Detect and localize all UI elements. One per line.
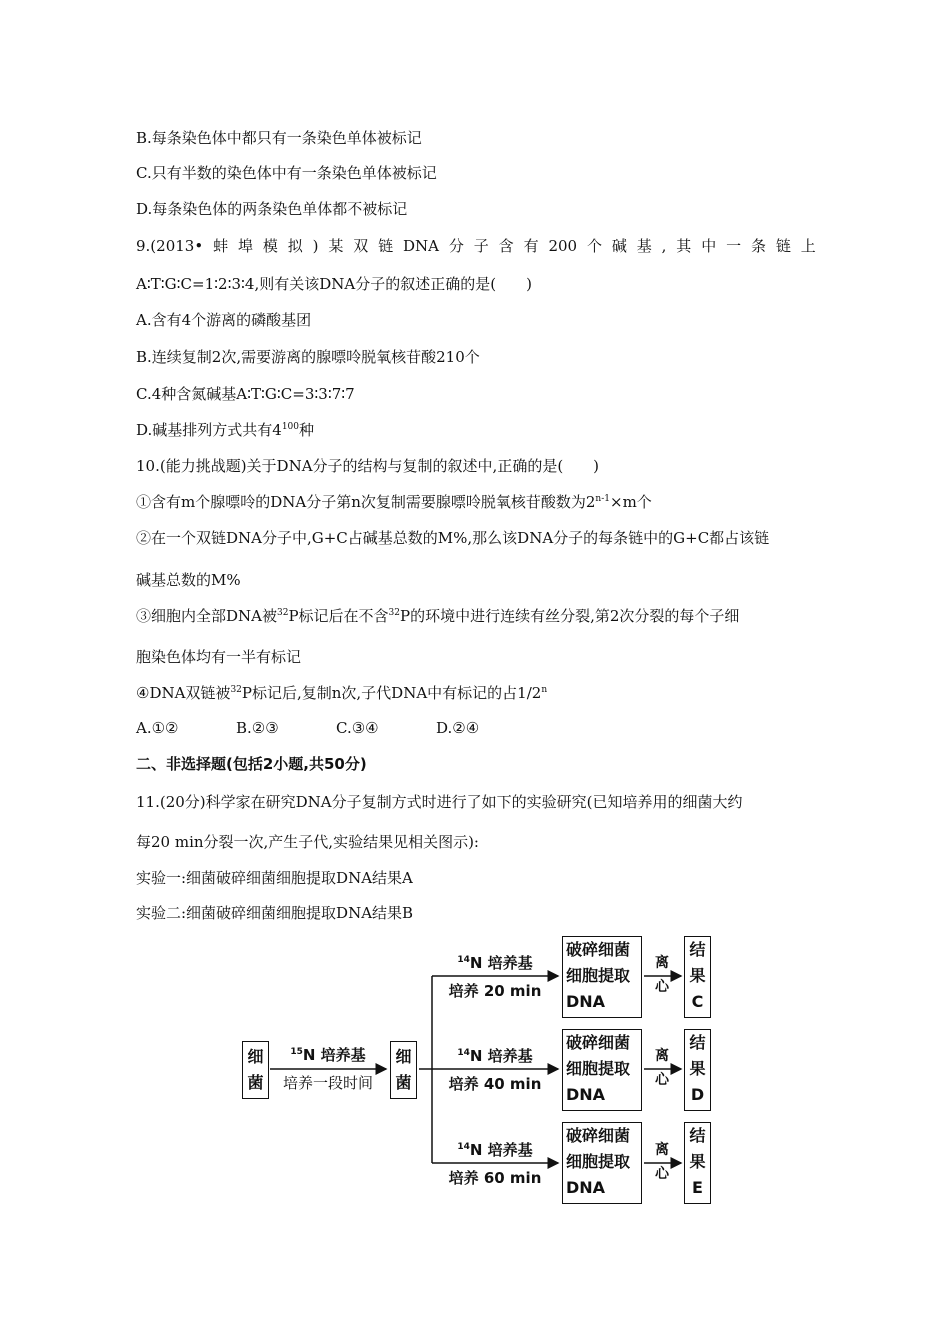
- result-d-char1: 结: [689, 1033, 706, 1052]
- option-b-line: B.每条染色体中都只有一条染色单体被标记: [136, 129, 422, 147]
- q9-stem-token: 9.(2013•: [136, 237, 204, 255]
- branch-2-centrifuge-top: 离: [655, 1048, 669, 1064]
- question-10-statement-1: [136, 492, 652, 512]
- branch-1-centrifuge-top: 离: [655, 955, 669, 971]
- q10-option-b: B.②③: [236, 719, 279, 737]
- branch-3-box-line2: 细胞提取: [566, 1152, 631, 1171]
- start-box-char-1: 细: [247, 1047, 264, 1066]
- n15-superscript: 15: [290, 1047, 303, 1057]
- question-9-option-b: B.连续复制2次,需要游离的腺嘌呤脱氧核苷酸210个: [136, 348, 480, 366]
- branch-1-box-line2: 细胞提取: [566, 966, 631, 985]
- option-c-line: C.只有半数的染色体中有一条染色单体被标记: [136, 164, 437, 182]
- question-10-statement-3a: [136, 606, 739, 626]
- q10-4-text1: ④DNA双链被: [136, 684, 231, 702]
- branch-3-time: 培养 60 min: [448, 1169, 542, 1187]
- q9-stem-token: 条: [750, 237, 766, 255]
- q9-stem-token: 拟: [287, 237, 303, 255]
- q9-stem-token: 模: [262, 237, 278, 255]
- branch-1-medium: [442, 952, 548, 973]
- option-d-line: D.每条染色体的两条染色单体都不被标记: [136, 200, 408, 218]
- q9-stem-token: 链: [775, 237, 791, 255]
- result-e-box: [684, 1122, 711, 1204]
- q9-stem-token: 蚌: [213, 237, 229, 255]
- mid-box-char-1: 细: [395, 1047, 412, 1066]
- branch-3-box-line3: DNA: [566, 1178, 606, 1197]
- branch-1-time: 培养 20 min: [448, 982, 542, 1000]
- question-10-stem: 10.(能力挑战题)关于DNA分子的结构与复制的叙述中,正确的是( ): [136, 457, 600, 475]
- q10-1-exponent: n-1: [595, 494, 610, 504]
- q10-3-text1: ③细胞内全部DNA被: [136, 607, 277, 625]
- branch-2-centrifuge-bottom: 心: [655, 1072, 669, 1088]
- question-10-statement-4: [136, 683, 547, 703]
- q10-1-suffix: ×m个: [610, 493, 652, 511]
- q10-3-text3: P的环境中进行连续有丝分裂,第2次分裂的每个子细: [400, 607, 740, 625]
- experiment-1: 实验一:细菌破碎细菌细胞提取DNA结果A: [136, 869, 413, 887]
- q9-stem-token: 其: [676, 237, 692, 255]
- branch-1-sup: 14: [457, 955, 470, 965]
- q9-stem-token: 埠: [237, 237, 253, 255]
- branch-2-medium: [442, 1045, 548, 1066]
- branch-1-medium-text: N 培养基: [469, 954, 533, 972]
- q10-4-text2: P标记后,复制n次,子代DNA中有标记的占1/2: [241, 684, 542, 702]
- q9-stem-token: 子: [473, 237, 489, 255]
- q9-d-exponent: 100: [281, 422, 299, 432]
- question-10-statement-2b: 碱基总数的M%: [136, 571, 241, 589]
- branch-2-extract-box: [562, 1029, 642, 1111]
- branch-1-box-line1: 破碎细菌: [566, 940, 631, 959]
- q9-stem-token: ): [312, 237, 319, 255]
- branch-3-sup: 14: [457, 1142, 470, 1152]
- q9-d-suffix: 种: [299, 421, 315, 439]
- branch-2-box-line2: 细胞提取: [566, 1059, 631, 1078]
- q9-stem-token: ,: [661, 237, 667, 255]
- question-9-stem-line2: A∶T∶G∶C=1∶2∶3∶4,则有关该DNA分子的叙述正确的是( ): [136, 275, 532, 293]
- q9-stem-token: 双: [353, 237, 369, 255]
- question-10-statement-2a: ②在一个双链DNA分子中,G+C占碱基总数的M%,那么该DNA分子的每条链中的G+C都占该链: [136, 529, 770, 547]
- q9-stem-token: 有: [523, 237, 539, 255]
- result-c-char2: 果: [689, 966, 706, 985]
- q10-option-c: C.③④: [336, 719, 379, 737]
- branch-2-box-line3: DNA: [566, 1085, 606, 1104]
- q10-option-d: D.②④: [436, 719, 480, 737]
- result-d-char2: 果: [689, 1059, 706, 1078]
- q9-stem-token: 个: [586, 237, 602, 255]
- question-10-options: [136, 718, 479, 738]
- question-11-stem-line2: 每20 min分裂一次,产生子代,实验结果见相关图示):: [136, 833, 479, 851]
- result-e-char1: 结: [689, 1126, 706, 1145]
- result-c-char1: 结: [689, 940, 706, 959]
- result-c-char3: C: [691, 992, 704, 1011]
- q9-stem-token: 200: [548, 237, 578, 255]
- branch-3-medium-text: N 培养基: [469, 1141, 533, 1159]
- q9-stem-token: 一: [726, 237, 742, 255]
- q9-stem-token: 分: [448, 237, 464, 255]
- section-2-heading: 二、非选择题(包括2小题,共50分): [136, 755, 367, 773]
- branch-3-centrifuge-top: 离: [655, 1142, 669, 1158]
- n15-medium-label: [276, 1044, 380, 1065]
- branch-2-box-line1: 破碎细菌: [566, 1033, 631, 1052]
- q9-stem-token: 中: [701, 237, 717, 255]
- culture-time-label: 培养一段时间: [282, 1074, 373, 1092]
- q9-stem-token: 基: [636, 237, 652, 255]
- branch-1-extract-box: [562, 936, 642, 1018]
- branch-2-sup: 14: [457, 1048, 470, 1058]
- q9-stem-token: 含: [498, 237, 514, 255]
- start-box-char-2: 菌: [247, 1073, 264, 1092]
- q9-d-text: D.碱基排列方式共有4: [136, 421, 282, 439]
- q10-4-sup2: n: [541, 685, 548, 695]
- start-bacteria-box: [242, 1041, 269, 1099]
- q10-1-text: ①含有m个腺嘌呤的DNA分子第n次复制需要腺嘌呤脱氧核苷酸数为2: [136, 493, 596, 511]
- q9-stem-token: 链: [378, 237, 394, 255]
- q10-3-sup2: 32: [388, 608, 400, 618]
- branch-3-extract-box: [562, 1122, 642, 1204]
- mid-box-char-2: 菌: [395, 1073, 412, 1092]
- question-9-stem-line1: [136, 236, 816, 256]
- branch-1-box-line3: DNA: [566, 992, 606, 1011]
- result-e-char2: 果: [689, 1152, 706, 1171]
- q9-stem-token: 上: [800, 237, 816, 255]
- branch-3-medium: [442, 1139, 548, 1160]
- q10-4-sup1: 32: [230, 685, 242, 695]
- branch-3-box-line1: 破碎细菌: [566, 1126, 631, 1145]
- question-11-stem-line1: 11.(20分)科学家在研究DNA分子复制方式时进行了如下的实验研究(已知培养用的细菌大约: [136, 793, 743, 811]
- mid-bacteria-box: [390, 1041, 417, 1099]
- question-9-option-d: [136, 420, 314, 440]
- experiment-2: 实验二:细菌破碎细菌细胞提取DNA结果B: [136, 904, 414, 922]
- q10-option-a: A.①②: [136, 719, 179, 737]
- n15-medium-text: N 培养基: [302, 1046, 366, 1064]
- q10-3-text2: P标记后在不含: [288, 607, 389, 625]
- q9-stem-token: 某: [328, 237, 344, 255]
- branch-2-medium-text: N 培养基: [469, 1047, 533, 1065]
- question-9-option-c: C.4种含氮碱基A∶T∶G∶C=3∶3∶7∶7: [136, 385, 355, 403]
- result-c-box: [684, 936, 711, 1018]
- question-9-option-a: A.含有4个游离的磷酸基团: [136, 311, 312, 329]
- branch-2-time: 培养 40 min: [448, 1075, 542, 1093]
- result-e-char3: E: [692, 1178, 703, 1197]
- q10-3-sup1: 32: [277, 608, 289, 618]
- branch-3-centrifuge-bottom: 心: [655, 1166, 669, 1182]
- experiment-flow-diagram: [236, 932, 716, 1212]
- question-10-statement-3b: 胞染色体均有一半有标记: [136, 648, 302, 666]
- q9-stem-token: 碱: [611, 237, 627, 255]
- q9-stem-token: DNA: [403, 237, 440, 255]
- result-d-box: [684, 1029, 711, 1111]
- branch-1-centrifuge-bottom: 心: [655, 979, 669, 995]
- result-d-char3: D: [690, 1085, 705, 1104]
